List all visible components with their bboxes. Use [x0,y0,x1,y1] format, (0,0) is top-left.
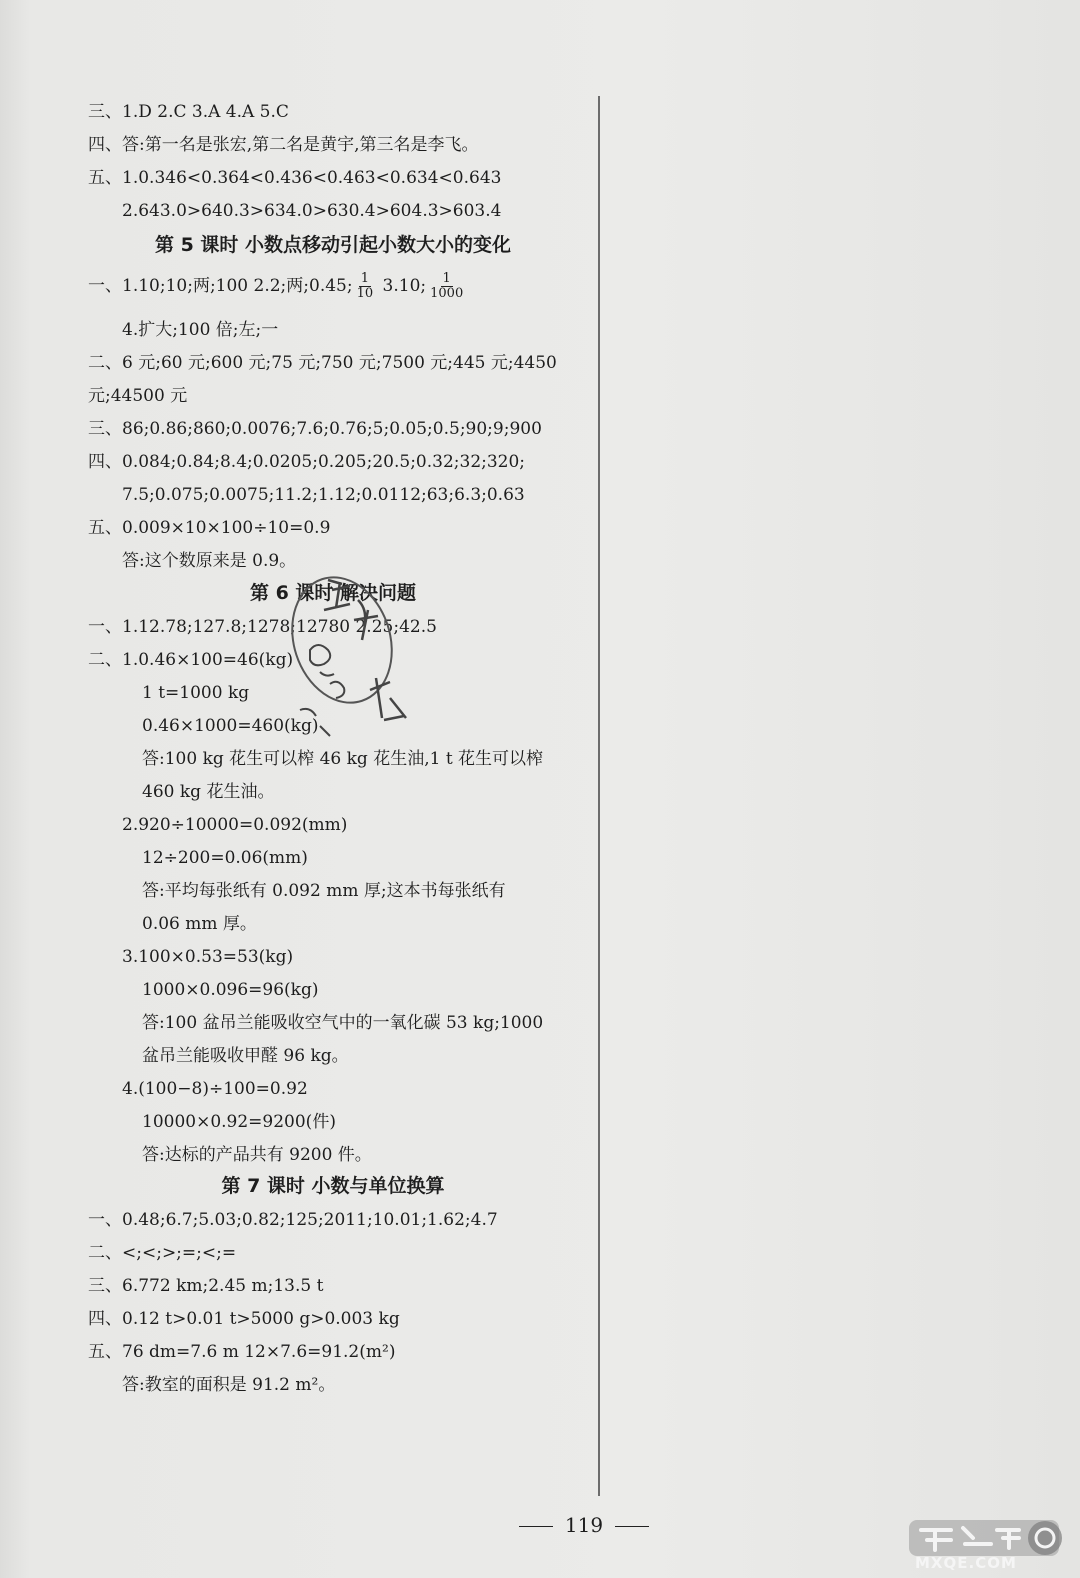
page-number-dash [519,1526,553,1527]
answer-line: 1 t=1000 kg [142,683,250,703]
answer-line: 4.扩大;100 倍;左;一 [122,320,279,340]
answer-line: 2.920÷10000=0.092(mm) [122,815,348,835]
answer-text: 3.10; [377,276,427,296]
answer-line: 元;44500 元 [88,386,188,406]
section-heading: 第 7 课时 小数与单位换算 [221,1175,445,1197]
answer-line: 三、86;0.86;860;0.0076;7.6;0.76;5;0.05;0.5;90;9;900 [88,419,542,439]
answer-line: 答:达标的产品共有 9200 件。 [142,1145,372,1165]
answer-line: 一、1.12.78;127.8;1278;12780 2.25;42.5 [88,617,437,637]
fraction [355,272,376,301]
answer-line: 二、1.0.46×100=46(kg) [88,650,294,670]
answer-text: 一、1.10;10;两;100 2.2;两;0.45; [88,276,353,296]
answer-line: 二、<;<;>;=;<;= [88,1243,237,1263]
answer-line: 10000×0.92=9200(件) [142,1112,336,1132]
answer-line: 3.100×0.53=53(kg) [122,947,294,967]
handwritten-stamp-watermark [280,560,430,760]
answer-line: 12÷200=0.06(mm) [142,848,308,868]
answer-line: 460 kg 花生油。 [142,782,275,802]
brand-logo [905,1516,1075,1574]
answer-line: 二、6 元;60 元;600 元;75 元;750 元;7500 元;445 元;4450 [88,353,557,373]
fraction-numerator: 1 [442,271,451,286]
answer-line: 三、6.772 km;2.45 m;13.5 t [88,1276,324,1296]
answer-line: 答:100 kg 花生可以榨 46 kg 花生油,1 t 花生可以榨 [142,749,544,769]
page-number-text: 119 [564,1513,604,1537]
answer-line: 四、0.12 t>0.01 t>5000 g>0.003 kg [88,1309,400,1329]
answer-line [88,271,467,301]
answer-line: 0.46×1000=460(kg) [142,716,319,736]
fraction [428,272,465,301]
answer-line: 7.5;0.075;0.0075;11.2;1.12;0.0112;63;6.3;0.63 [122,485,525,505]
section-heading: 第 6 课时 解决问题 [249,582,417,604]
fraction-denominator: 10 [356,286,374,301]
answer-line: 盆吊兰能吸收甲醛 96 kg。 [142,1046,349,1066]
page-number-dash [615,1526,649,1527]
answer-line: 4.(100−8)÷100=0.92 [122,1079,308,1099]
fraction-denominator: 1000 [430,286,464,301]
answer-line: 答:教室的面积是 91.2 m²。 [122,1375,336,1395]
answer-line: 五、0.009×10×100÷10=0.9 [88,518,331,538]
answer-line: 一、0.48;6.7;5.03;0.82;125;2011;10.01;1.62;4.7 [88,1210,498,1230]
fraction-numerator: 1 [360,271,369,286]
answer-line: 五、1.0.346<0.364<0.436<0.463<0.634<0.643 [88,168,502,188]
column-divider [598,96,600,1496]
answer-line: 答:100 盆吊兰能吸收空气中的一氧化碳 53 kg;1000 [142,1013,544,1033]
section-heading: 第 5 课时 小数点移动引起小数大小的变化 [154,234,512,256]
answer-line: 四、0.084;0.84;8.4;0.0205;0.205;20.5;0.32;32;320; [88,452,526,472]
answer-line: 1000×0.096=96(kg) [142,980,319,1000]
page-number [484,1513,684,1537]
brand-url: MXQE.COM [915,1554,1017,1572]
answer-line: 答:这个数原来是 0.9。 [122,551,297,571]
answer-line: 五、76 dm=7.6 m 12×7.6=91.2(m²) [88,1342,396,1362]
answer-line: 四、答:第一名是张宏,第二名是黄宇,第三名是李飞。 [88,135,479,155]
answer-line: 答:平均每张纸有 0.092 mm 厚;这本书每张纸有 [142,881,506,901]
answer-line: 三、1.D 2.C 3.A 4.A 5.C [88,102,289,122]
answer-line: 0.06 mm 厚。 [142,914,257,934]
answer-line: 2.643.0>640.3>634.0>630.4>604.3>603.4 [122,201,502,221]
